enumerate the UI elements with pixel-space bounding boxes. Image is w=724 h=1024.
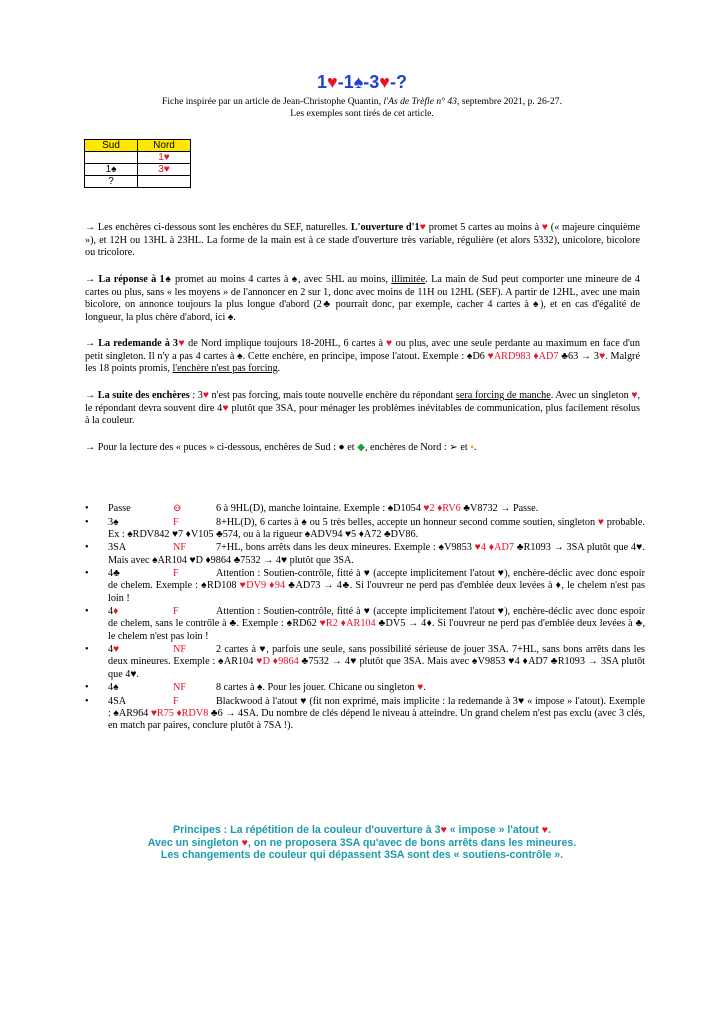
list-item: • 4SA F Blackwood à l'atout ♥ (fit non exprimé, mais implicite : la redemande à 3♥ « impose » l'atout). Exemple : ♠AR964 ♥R75 ♦RDV8 ♣6 → 4SA. Du nombre de clés dépend le niveau à atteindre. Un grand chelem n'est pas exclu (avec 3 clés, en match par paires, conclure plutôt à 7SA !). [85, 695, 645, 732]
bid-list [85, 503, 645, 734]
bullet-icon: • [85, 516, 89, 528]
heart-icon: ♥ [386, 338, 393, 349]
paragraph-suite: → La suite des enchères : 3♥ n'est pas forcing, mais toute nouvelle enchère du répondant sera forcing de manche. Avec un singleton ♥, le répondant devra souvent dire 4♥ plutôt que 3SA, pour ménager les problèmes inévitables de communication, plus facilement résolus à la couleur. [85, 390, 640, 427]
paragraph-reponse: → La réponse à 1♠ promet au moins 4 cartes à ♠, avec 5HL au moins, illimitée. La main de Sud peut comporter une mineure de 4 cartes ou plus, sans « les moyens » de l'annoncer en 2 sur 1, donc avec moins de 11H ou 12HL (SEF). A partir de 12HL, avec une main bicolore, on annonce toujours la plus longue d'abord (2♣ pourrait donc, par exemple, cacher 4 cartes à ♠), et en cas d'égalité de longueur, la plus chère d'abord, ici ♠. [85, 274, 640, 323]
list-item: • 4♥ NF 2 cartes à ♥, parfois une seule, sans possibilité sérieuse de jouer 3SA. 7+HL, sans bons arrêts dans les deux mineures. Exemple : ♠AR104 ♥D ♦9864 ♣7532 → 4♥ plutôt que 3SA. Mais avec ♠V9853 ♥4 ♦AD7 ♣R1093 → 3SA plutôt que 4♥. [85, 644, 646, 680]
paragraph-lecture: → Pour la lecture des « puces » ci-dessous, enchères de Sud : ● et ◆, enchères de Nord : ➢ et ▪. [85, 442, 477, 453]
bidding-table [84, 139, 191, 188]
bullet-icon: • [85, 695, 89, 707]
yellow-dot-icon: ▪ [470, 442, 474, 453]
page-title: 1♥-1♠-3♥-? [317, 72, 407, 92]
heart-icon: ♥ [379, 72, 390, 92]
bullet-icon: • [85, 503, 89, 514]
heart-icon: ♥ [241, 836, 248, 849]
bullet-icon: • [85, 682, 89, 694]
heart-icon: ♥ [440, 824, 447, 836]
list-item: • 4♠ NF 8 cartes à ♠. Pour les jouer. Chicane ou singleton ♥. [85, 682, 426, 694]
list-item: • Passe ⊖ 6 à 9HL(D), manche lointaine. Exemple : ♠D1054 ♥2 ♦RV6 ♣V8732 → Passe. [85, 503, 539, 514]
heart-icon: ♥ [202, 390, 209, 401]
black-dot-icon: ● [338, 442, 345, 453]
paragraph-redemande: → La redemande à 3♥ de Nord implique toujours 18-20HL, 6 cartes à ♥ ou plus, avec une seule perdante au maximum en face d'un petit singleton. Il n'y a pas 4 cartes à ♠. Cette enchère, en principe, impose l'atout. Exemple : ♠D6 ♥ARD983 ♦AD7 ♣63 → 3♥. Malgré les 18 points promis, l'enchère n'est pas forcing. [85, 338, 640, 375]
heart-icon: ♥ [419, 222, 426, 233]
principes-box: Principes : La répétition de la couleur d'ouverture à 3♥ « impose » l'atout ♥. Avec un singleton ♥, on ne proposera 3SA qu'avec de bons arrêts dans les mineures. Les changements de couleur qui dépassent 3SA sont des « soutiens-contrôle ». [147, 824, 577, 862]
heart-icon: ♥ [541, 824, 549, 836]
bullet-icon: • [85, 644, 89, 656]
list-item: • 3♠ F 8+HL(D), 6 cartes à ♠ ou 5 très belles, accepte un honneur second comme soutien, singleton ♥ probable. Ex : ♠RDV842 ♥7 ♦V105 ♣574, ou à la rigueur ♠ADV94 ♥5 ♦A72 ♣DV86. [85, 516, 645, 540]
table-header-sud: Sud [85, 140, 138, 152]
heart-icon: ♥ [631, 390, 638, 401]
heart-icon: ♥ [327, 72, 338, 92]
arrowhead-icon: ➢ [449, 442, 458, 453]
bullet-icon: • [85, 542, 89, 554]
table-row: ? [85, 176, 191, 188]
list-item: • 4♦ F Attention : Soutien-contrôle, fitté à ♥ (accepte implicitement l'atout ♥), enchère-déclic avec donc espoir de chelem, sans le contrôle à ♣. Exemple : ♠RD62 ♥R2 ♦AR104 ♣DV5 → 4♦. Si l'ouvreur ne perd pas d'emblée deux levées à ♣, le chelem n'est pas loin ! [85, 606, 645, 642]
spade-icon: ♠ [353, 72, 364, 92]
subtitle: Fiche inspirée par un article de Jean-Christophe Quantin, l'As de Trèfle n° 43, septembre 2021, p. 26-27. Les exemples sont tirés de cet article. [162, 96, 562, 119]
bullet-icon: • [85, 606, 89, 618]
bullet-icon: • [85, 568, 89, 580]
green-diamond-icon: ◆ [357, 442, 365, 453]
heart-icon: ♥ [222, 402, 229, 414]
table-row: 1♥ [85, 152, 191, 164]
paragraph-ouverture: → Les enchères ci-dessous sont les enchères du SEF, naturelles. L'ouverture d'1♥ promet 5 cartes au moins à ♥ (« majeure cinquième »), et 12H ou 13HL à 23HL. La forme de la main est à ce stade d'ouverture très variable, régulière (et alors 5332), unicolore, bicolore ou tricolore. [85, 222, 640, 259]
table-row: 1♠ 3♥ [85, 164, 191, 176]
table-header-nord: Nord [138, 140, 191, 152]
heart-icon: ♥ [598, 350, 606, 362]
heart-icon: ♥ [178, 338, 186, 349]
heart-icon: ♥ [541, 222, 549, 233]
list-item: • 4♣ F Attention : Soutien-contrôle, fitté à ♥ (accepte implicitement l'atout ♥), enchère-déclic avec donc espoir de chelem. Exemple : ♠RD108 ♥DV9 ♦94 ♣AD73 → 4♣. Si l'ouvreur ne perd pas d'emblée deux levées à ♦, le chelem n'est pas loin ! [85, 568, 646, 604]
list-item: • 3SA NF 7+HL, bons arrêts dans les deux mineures. Exemple : ♠V9853 ♥4 ♦AD7 ♣R1093 → 3SA plutôt que 4♥. Mais avec ♠AR104 ♥D ♦9864 ♣7532 → 4♥ plutôt que 3SA. [85, 542, 645, 566]
